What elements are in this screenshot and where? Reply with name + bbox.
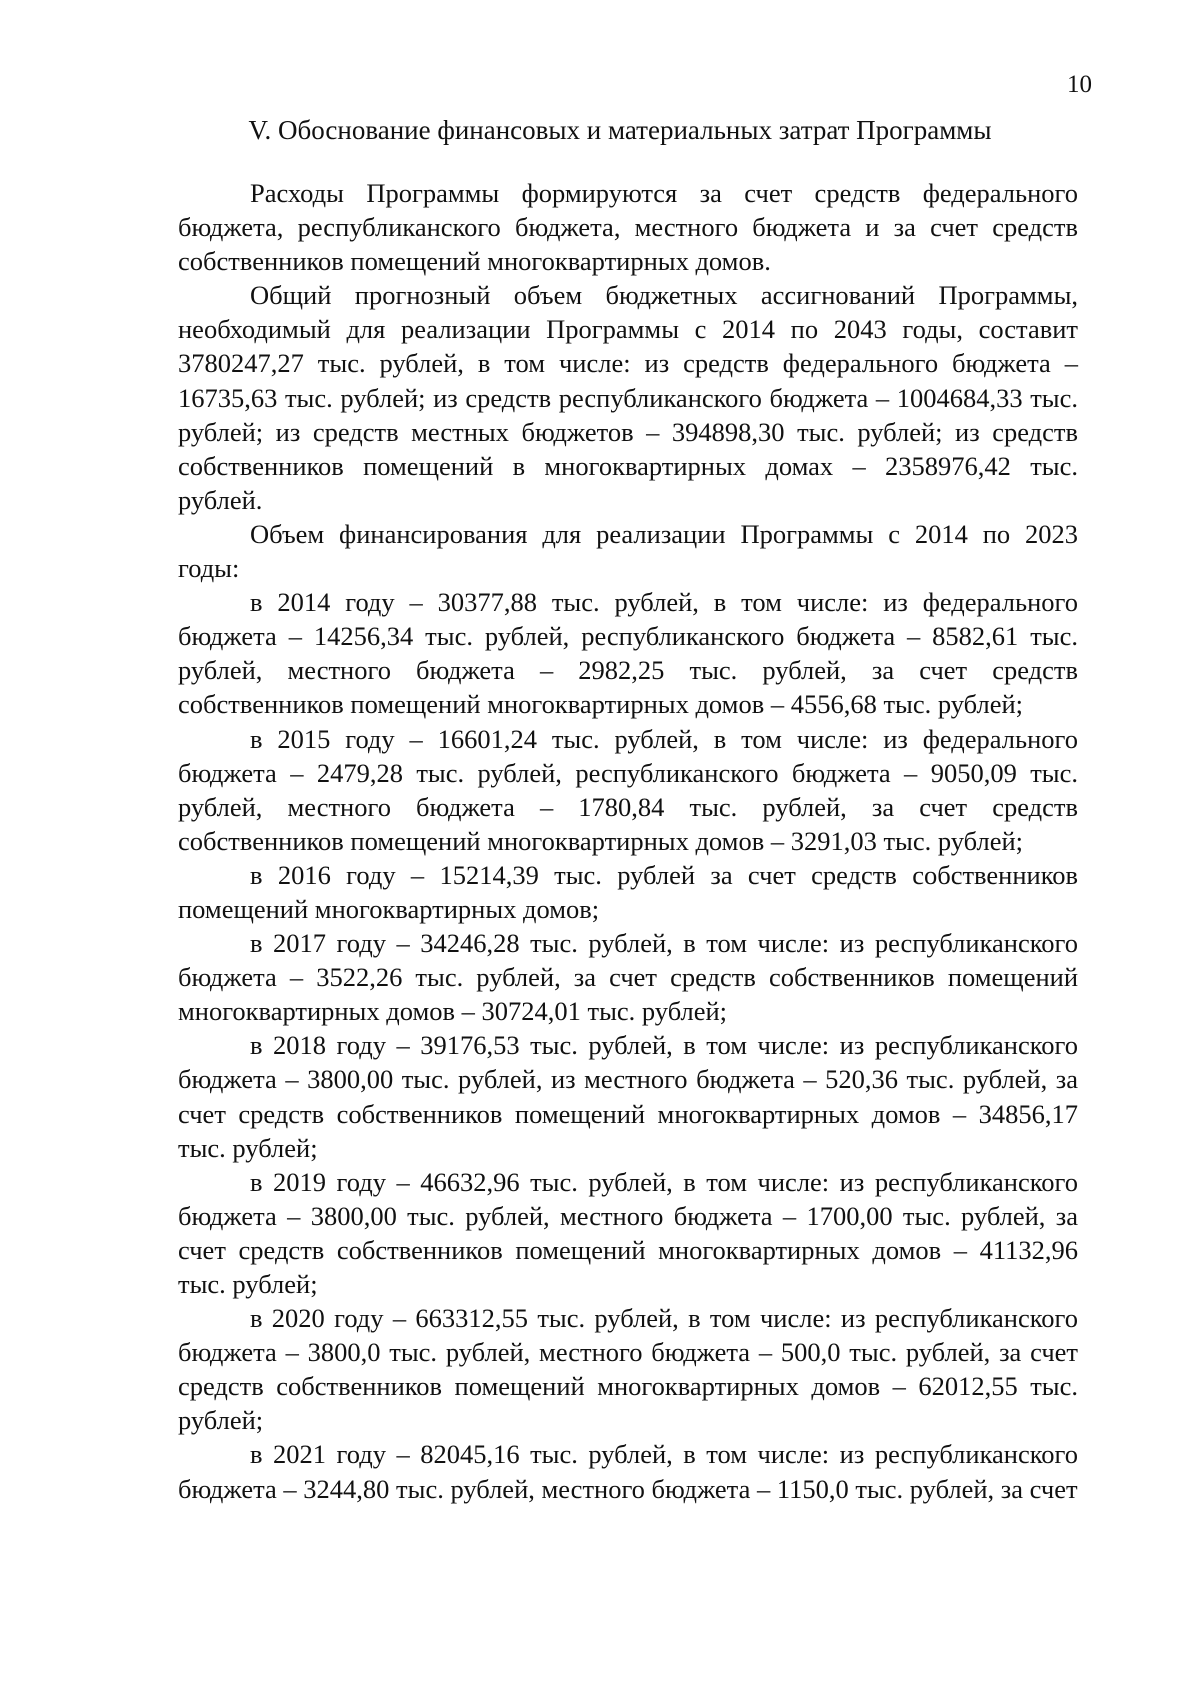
paragraph-total-volume: Общий прогнозный объем бюджетных ассигнований Программы, необходимый для реализации Программы с 2014 по 2043 годы, составит 3780247,27 тыс. рублей, в том числе: из средств федерального бюджета – 16735,63 тыс. рублей; из средств республиканского бюджета – 1004684,33 тыс. рублей; из средств местных бюджетов – 394898,30 тыс. рублей; из средств собственников помещений в многоквартирных домах – 2358976,42 тыс. рублей. xyxy=(178,280,1078,515)
paragraph-financing-intro: Объем финансирования для реализации Программы с 2014 по 2023 годы: xyxy=(178,518,1078,584)
paragraph-funding-sources: Расходы Программы формируются за счет средств федерального бюджета, республиканского бюджета, местного бюджета и за счет средств собственников помещений многоквартирных домов. xyxy=(178,178,1078,277)
paragraph-year-2018: в 2018 году – 39176,53 тыс. рублей, в том числе: из республиканского бюджета – 3800,00 тыс. рублей, из местного бюджета – 520,36 тыс. рублей, за счет средств собственников помещений многоквартирных домов – 34856,17 тыс. рублей; xyxy=(178,1030,1078,1163)
paragraph-year-2015: в 2015 году – 16601,24 тыс. рублей, в том числе: из федерального бюджета – 2479,28 тыс. рублей, республиканского бюджета – 9050,09 тыс. рублей, местного бюджета – 1780,84 тыс. рублей, за счет средств собственников помещений многоквартирных домов – 3291,03 тыс. рублей; xyxy=(178,723,1078,856)
section-title: V. Обоснование финансовых и материальных затрат Программы xyxy=(248,115,992,145)
paragraph-year-2020: в 2020 году – 663312,55 тыс. рублей, в том числе: из республиканского бюджета – 3800,0 тыс. рублей, местного бюджета – 500,0 тыс. рублей, за счет средств собственников помещений многоквартирных домов – 62012,55 тыс. рублей; xyxy=(178,1303,1078,1436)
page-number: 10 xyxy=(1067,71,1092,98)
paragraph-year-2021: в 2021 году – 82045,16 тыс. рублей, в том числе: из республиканского бюджета – 3244,80 тыс. рублей, местного бюджета – 1150,0 тыс. рублей, за счет xyxy=(178,1439,1078,1504)
paragraph-year-2019: в 2019 году – 46632,96 тыс. рублей, в том числе: из республиканского бюджета – 3800,00 тыс. рублей, местного бюджета – 1700,00 тыс. рублей, за счет средств собственников помещений многоквартирных домов – 41132,96 тыс. рублей; xyxy=(178,1166,1078,1299)
paragraph-year-2016: в 2016 году – 15214,39 тыс. рублей за счет средств собственников помещений многоквартирных домов; xyxy=(178,859,1078,924)
document-body xyxy=(178,176,1078,1506)
paragraph-year-2017: в 2017 году – 34246,28 тыс. рублей, в том числе: из республиканского бюджета – 3522,26 тыс. рублей, за счет средств собственников помещений многоквартирных домов – 30724,01 тыс. рублей; xyxy=(178,928,1078,1027)
paragraph-year-2014: в 2014 году – 30377,88 тыс. рублей, в том числе: из федерального бюджета – 14256,34 тыс. рублей, республиканского бюджета – 8582,61 тыс. рублей, местного бюджета – 2982,25 тыс. рублей, за счет средств собственников помещений многоквартирных домов – 4556,68 тыс. рублей; xyxy=(178,587,1078,720)
